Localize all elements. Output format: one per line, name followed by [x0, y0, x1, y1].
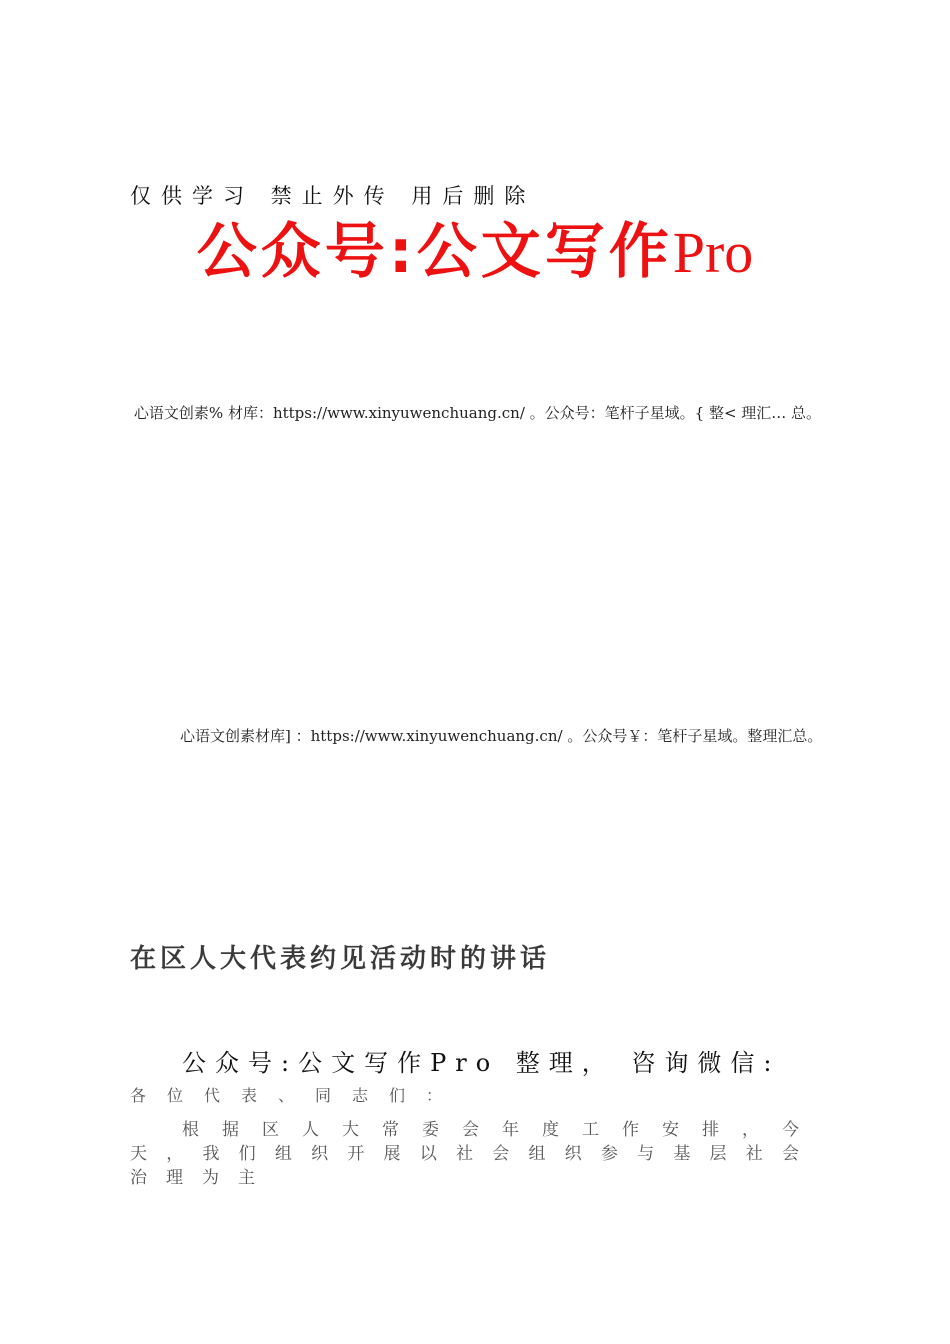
- watermark-notice: 仅供学习 禁止外传 用后删除: [130, 184, 536, 208]
- body-paragraph: 根据区人大常委会年度工作安排，今天，我们组织开展以社会组织参与基层社会治理为主: [130, 1120, 818, 1188]
- banner-cjk-text: 公众号:公文写作: [196, 217, 673, 287]
- banner-latin-text: Pro: [672, 220, 754, 285]
- salutation: 各位代表、同志们：: [130, 1086, 464, 1105]
- document-title: 在区人大代表约见活动时的讲话: [130, 944, 551, 974]
- document-subtitle: 公众号:公文写作Pro 整理， 咨询微信:: [182, 1049, 781, 1077]
- watermark-banner: [0, 217, 950, 287]
- source-line-2: 心语文创素材库] ：https://www.xinyuwenchuang.cn/ 。公众号￥：笔杆子星域。整理汇总。: [180, 727, 823, 745]
- source-line-1: 心语文创素% 材库：https://www.xinyuwenchuang.cn/ 。公众号：笔杆子星域。{ 整< 理汇… 总。: [133, 404, 822, 422]
